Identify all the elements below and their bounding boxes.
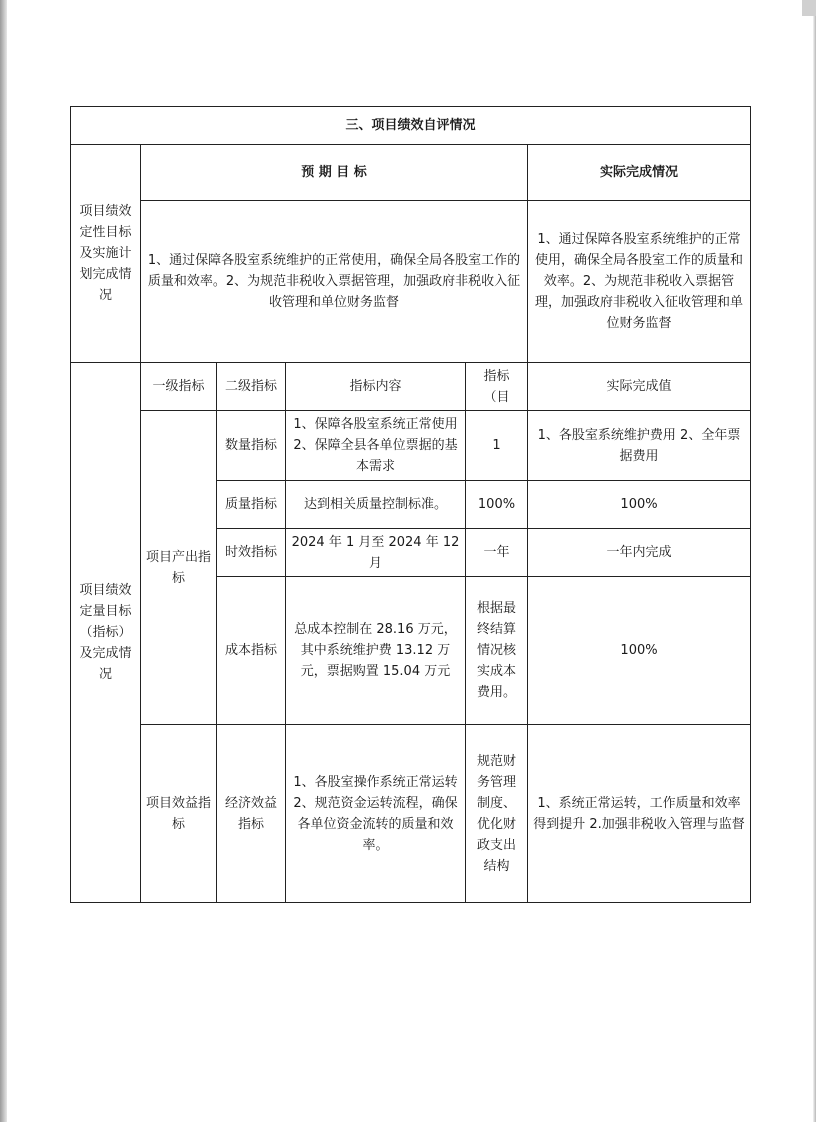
- level2-cell: 数量指标: [217, 411, 286, 481]
- actual-cell: 1、各股室系统维护费用 2、全年票据费用: [528, 411, 751, 481]
- qualitative-row-label: 项目绩效定性目标及实施计划完成情况: [71, 145, 141, 363]
- indicator-header-row: [71, 363, 751, 411]
- level2-cell: 经济效益指标: [217, 725, 286, 903]
- target-cell: 根据最终结算情况核实成本费用。: [466, 577, 528, 725]
- level2-cell: 质量指标: [217, 481, 286, 529]
- expected-goal-text: 1、通过保障各股室系统维护的正常使用，确保全局各股室工作的质量和效率。2、为规范非税收入票据管理，加强政府非税收入征收管理和单位财务监督: [141, 201, 528, 363]
- level2-cell: 成本指标: [217, 577, 286, 725]
- header-actual: 实际完成值: [528, 363, 751, 411]
- qualitative-header-row: [71, 145, 751, 201]
- header-content: 指标内容: [286, 363, 466, 411]
- actual-cell: 1、系统正常运转，工作质量和效率得到提升 2.加强非税收入管理与监督: [528, 725, 751, 903]
- content-cell: 1、各股室操作系统正常运转 2、规范资金运转流程，确保各单位资金流转的质量和效率。: [286, 725, 466, 903]
- content-cell: 2024 年 1 月至 2024 年 12 月: [286, 529, 466, 577]
- header-level1: 一级指标: [141, 363, 217, 411]
- output-indicator-label: 项目产出指标: [141, 411, 217, 725]
- actual-cell: 100%: [528, 577, 751, 725]
- target-cell: 100%: [466, 481, 528, 529]
- header-level2: 二级指标: [217, 363, 286, 411]
- section-title: 三、项目绩效自评情况: [71, 107, 751, 145]
- expected-goal-header: 预 期 目 标: [141, 145, 528, 201]
- level2-cell: 时效指标: [217, 529, 286, 577]
- qualitative-content-row: [71, 201, 751, 363]
- benefit-indicator-label: 项目效益指标: [141, 725, 217, 903]
- target-cell: 规范财务管理制度、优化财政支出结构: [466, 725, 528, 903]
- quantitative-row-label: 项目绩效定量目标（指标）及完成情况: [71, 363, 141, 903]
- scan-corner: [802, 0, 816, 16]
- actual-completion-text: 1、通过保障各股室系统维护的正常使用，确保全局各股室工作的质量和效率。2、为规范非税收入票据管理，加强政府非税收入征收管理和单位财务监督: [528, 201, 751, 363]
- target-cell: 1: [466, 411, 528, 481]
- scan-edge-left: [0, 0, 7, 1122]
- content-cell: 1、保障各股室系统正常使用 2、保障全县各单位票据的基本需求: [286, 411, 466, 481]
- table-row: [71, 725, 751, 903]
- table-row: [71, 411, 751, 481]
- performance-self-evaluation-table: [70, 106, 751, 903]
- section-title-row: [71, 107, 751, 145]
- header-target: 指标（目: [466, 363, 528, 411]
- actual-completion-header: 实际完成情况: [528, 145, 751, 201]
- actual-cell: 一年内完成: [528, 529, 751, 577]
- actual-cell: 100%: [528, 481, 751, 529]
- content-cell: 总成本控制在 28.16 万元，其中系统维护费 13.12 万元，票据购置 15.04 万元: [286, 577, 466, 725]
- content-cell: 达到相关质量控制标准。: [286, 481, 466, 529]
- target-cell: 一年: [466, 529, 528, 577]
